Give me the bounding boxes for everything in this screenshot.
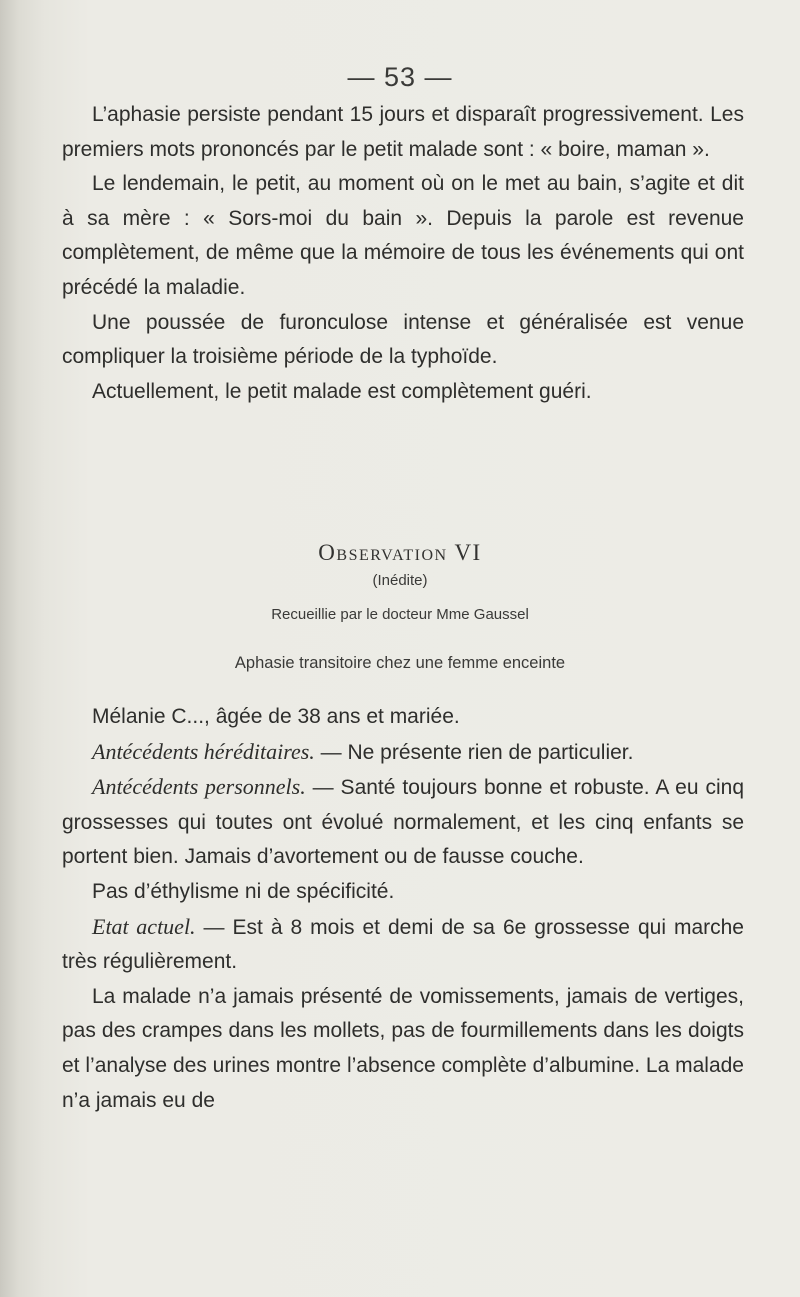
observation-topic: Aphasie transitoire chez une femme enceinte (234, 654, 566, 672)
paragraph-personal (62, 770, 744, 875)
observation-status: (Inédite) (372, 572, 428, 589)
paragraph-current-state (62, 910, 744, 980)
hereditary-text: — Ne présente rien de particulier. (314, 740, 634, 764)
paragraph-hereditary (62, 735, 744, 771)
personal-text: — Santé toujours bonne et robuste. A eu cinq grossesses qui toutes ont évolué normalement, et les cinq enfants se portent bien. Jamais d’avortement ou de fausse couche. (62, 776, 744, 869)
paragraph-patient-intro: Mélanie C..., âgée de 38 ans et mariée. (92, 705, 460, 728)
paragraph-aphasia-persists: L’aphasie persiste pendant 15 jours et disparaît progressivement. Les premiers mots prononcés par le petit malade sont : « boire, maman ». (62, 103, 744, 161)
observation-collected-by: Recueillie par le docteur Mme Gaussel (271, 606, 529, 623)
hereditary-label: Antécédents héréditaires. (92, 738, 315, 764)
current-state-text: — Est à 8 mois et demi de sa 6e grossesse qui marche très régulièrement. (62, 915, 744, 974)
paragraph-furunculosis: Une poussée de furonculose intense et généralisée est venue compliquer la troisième période de la typhoïde. (62, 310, 744, 369)
current-state-label: Etat actuel. (92, 913, 196, 939)
continuation-text (62, 98, 744, 409)
paragraph-cured: Actuellement, le petit malade est complètement guéri. (92, 379, 592, 403)
page-number: — 53 — (347, 62, 453, 92)
observation-title: Observation VI (318, 540, 482, 565)
paragraph-no-ethylism: Pas d’éthylisme ni de spécificité. (92, 879, 395, 903)
case-text (62, 700, 744, 1118)
paragraph-next-day: Le lendemain, le petit, au moment où on le met au bain, s’agite et dit à sa mère : « Sors-moi du bain ». Depuis la parole est revenue complètement, de même que la mémoire de tous les événements qui ont précédé la maladie. (62, 172, 744, 299)
paragraph-symptoms: La malade n’a jamais présenté de vomissements, jamais de vertiges, pas des crampes dans les mollets, pas de fourmillements dans les doigts et l’analyse des urines montre l’absence complète d’albumine. La malade n’a jamais eu de (62, 984, 744, 1112)
personal-label: Antécédents personnels. (92, 774, 306, 800)
